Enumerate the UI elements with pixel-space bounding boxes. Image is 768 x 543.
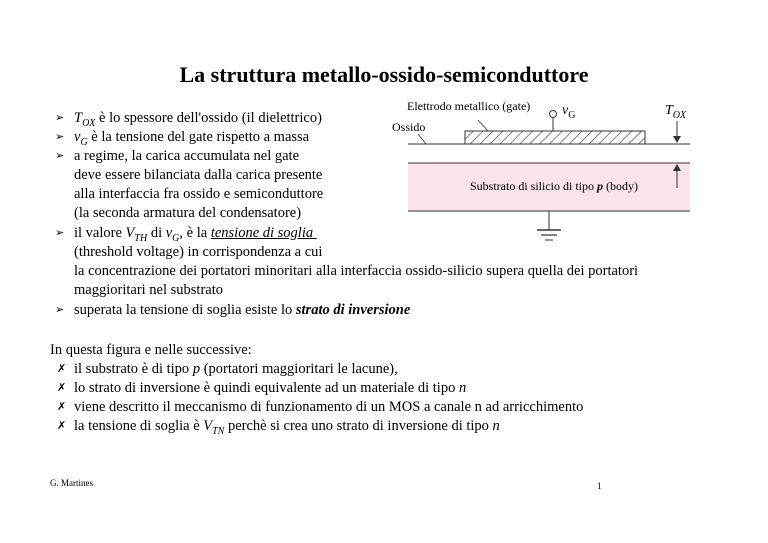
gate-leader-line bbox=[478, 120, 488, 131]
bullet-cross-icon: ✗ bbox=[57, 419, 67, 432]
gate-label: Elettrodo metallico (gate) bbox=[407, 99, 531, 113]
bullet-cross-icon: ✗ bbox=[57, 381, 67, 394]
bullet-mechanism: viene descritto il meccanismo di funzionamento di un MOS a canale n ad arricchimento bbox=[74, 399, 584, 415]
bullet-arrow-icon: ➢ bbox=[55, 226, 65, 239]
oxide-leader-line bbox=[418, 134, 426, 144]
footer-author: G. Martines bbox=[50, 478, 93, 488]
intro-text: In questa figura e nelle successive: bbox=[50, 342, 252, 358]
bullet-charge-cont-3: (la seconda armatura del condensatore) bbox=[74, 205, 302, 221]
oxide-label: Ossido bbox=[392, 120, 426, 134]
bullet-inversion-layer: lo strato di inversione è quindi equivalente ad un materiale di tipo n bbox=[74, 380, 467, 396]
bullet-arrow-icon: ➢ bbox=[55, 130, 65, 143]
bullet-vth-cont-3: maggioritari nel substrato bbox=[74, 282, 223, 298]
tox-arrow-head-down-icon bbox=[673, 136, 681, 143]
bullet-charge-cont-1: deve essere bilanciata dalla carica presente bbox=[74, 167, 323, 183]
bullet-cross-icon: ✗ bbox=[57, 362, 67, 375]
page-number: 1 bbox=[597, 481, 602, 491]
bullet-vth-cont-2: la concentrazione dei portatori minoritari alla interfaccia ossido-silicio supera quella dei portatori bbox=[74, 263, 639, 279]
bullet-vg: $v_G$ è la tensione del gate rispetto a massa bbox=[74, 129, 310, 148]
bullet-arrow-icon: ➢ bbox=[55, 111, 65, 124]
gate-electrode bbox=[465, 131, 645, 144]
bullet-vtn: la tensione di soglia è $V_{TN}$ perchè si crea uno strato di inversione di tipo n bbox=[74, 418, 500, 437]
bullet-charge: a regime, la carica accumulata nel gate bbox=[74, 148, 300, 164]
tox-label: $T_{OX}$ bbox=[665, 103, 687, 121]
vg-label: $v_G$ bbox=[562, 103, 576, 121]
bullet-vth-cont-1: (threshold voltage) in corrispondenza a cui bbox=[74, 244, 323, 260]
bullet-vth: il valore $V_{TH}$ di $v_G$, è la tensione di soglia bbox=[74, 225, 314, 244]
bullet-inversion: superata la tensione di soglia esiste lo strato di inversione bbox=[74, 302, 411, 318]
gate-terminal-icon bbox=[550, 111, 557, 118]
bullet-tox: $T_{OX}$ è lo spessore dell'ossido (il dielettrico) bbox=[74, 110, 322, 129]
substrate-label: Substrato di silicio di tipo p (body) bbox=[470, 179, 639, 193]
bullet-charge-cont-2: alla interfaccia fra ossido e semiconduttore bbox=[74, 186, 324, 202]
bullet-substrate: il substrato è di tipo p (portatori maggioritari le lacune), bbox=[74, 361, 398, 377]
bullet-arrow-icon: ➢ bbox=[55, 303, 65, 316]
slide-title: La struttura metallo-ossido-semiconduttore bbox=[179, 62, 589, 87]
bullet-cross-icon: ✗ bbox=[57, 400, 67, 413]
bullet-arrow-icon: ➢ bbox=[55, 149, 65, 162]
ground-icon bbox=[537, 230, 561, 240]
